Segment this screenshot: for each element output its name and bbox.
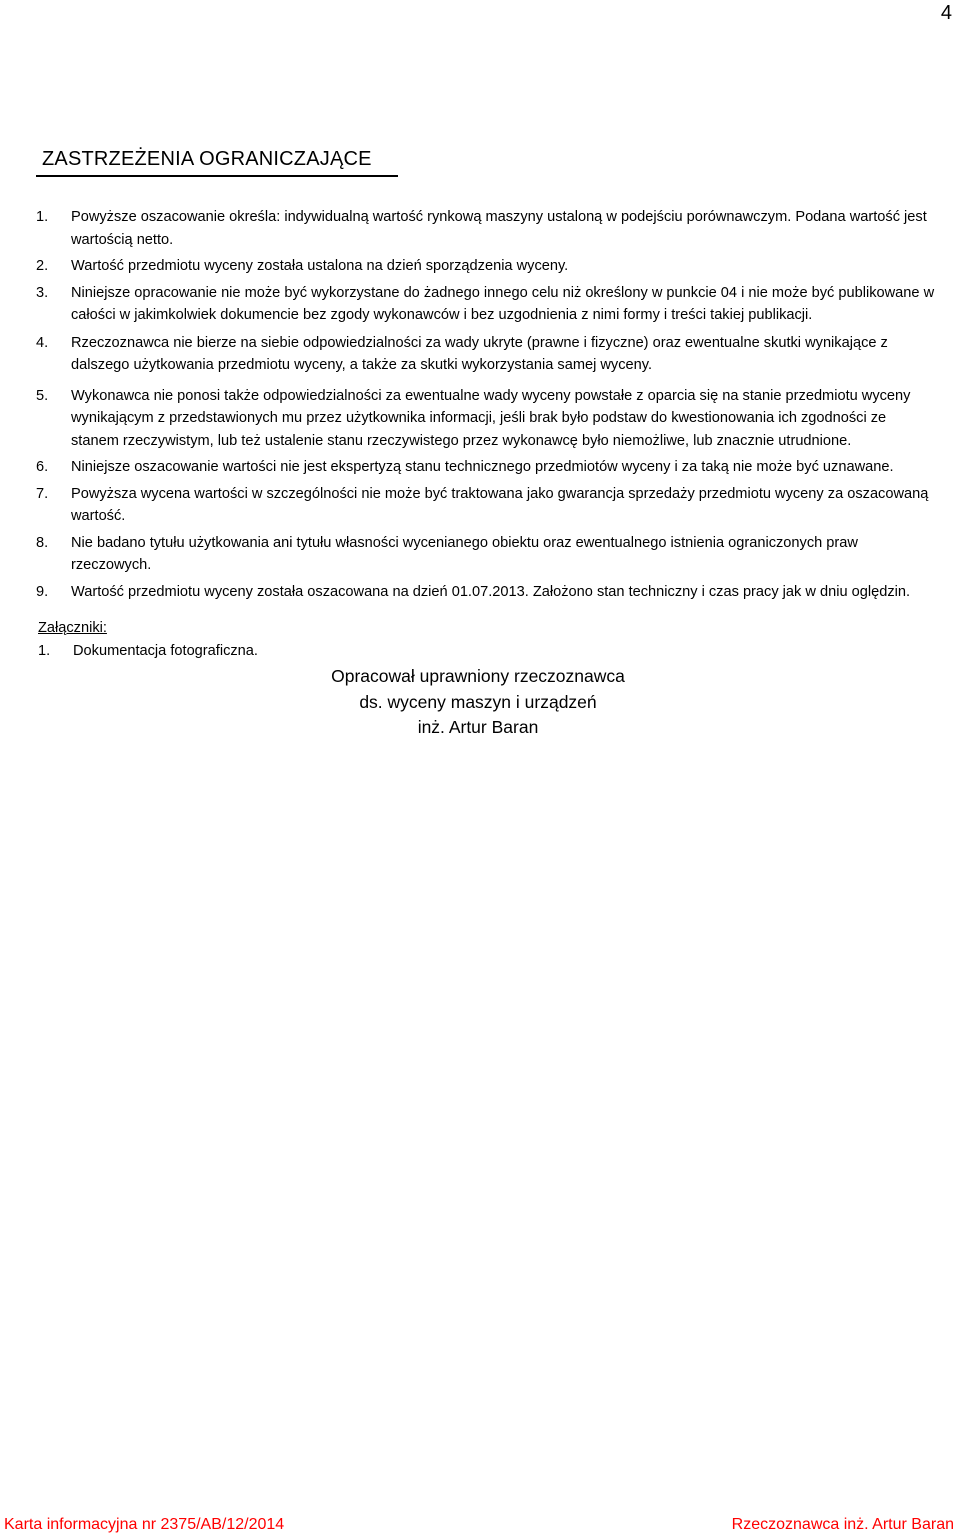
list-item xyxy=(36,255,936,278)
item-number: 5. xyxy=(36,387,49,404)
item-text: Wykonawca nie ponosi także odpowiedzialności za ewentualne wady wyceny powstałe z oparcia się na stanie przedmiotu wyceny wynikającym z przedstawionych mu przez użytkownika informacji, jeśli brak było podstaw do kwestionowania ich zgodności ze stanem rzeczywistym, lub też ustalenie stanu rzeczywistego przez wykonawcę było niemożliwe, lub znacznie utrudnione. xyxy=(71,387,911,449)
item-text: Nie badano tytułu użytkowania ani tytułu własności wycenianego obiektu oraz ewentualnego istnienia ograniczonych praw rzeczowych. xyxy=(71,534,858,573)
item-text: Powyższe oszacowanie określa: indywidualną wartość rynkową maszyny ustaloną w podejściu porównawczym. Podana wartość jest wartością netto. xyxy=(71,209,927,248)
item-text: Niniejsze oszacowanie wartości nie jest ekspertyzą stanu technicznego przedmiotów wyceny i za taką nie może być uznawane. xyxy=(71,459,894,475)
item-text: Niniejsze opracowanie nie może być wykorzystane do żadnego innego celu niż określony w punkcie 04 i nie może być publikowane w całości w jakimkolwiek dokumencie bez zgody wykonawców i bez uzgodnienia z nimi formy i treści takiej publikacji. xyxy=(71,284,935,323)
signature-name: inż. Artur Baran xyxy=(417,717,539,737)
item-number: 6. xyxy=(36,459,49,475)
item-text: Rzeczoznawca nie bierze na siebie odpowiedzialności za wady ukryte (prawne i fizyczne) oraz ewentualne skutki wynikające z dalszego użytkowania przedmiotu wyceny, a także za skutki wykorzystania samej wyceny. xyxy=(71,334,888,373)
item-number: 3. xyxy=(36,284,49,301)
item-number: 1. xyxy=(36,209,49,225)
signature-line: Opracował uprawniony rzeczoznawca xyxy=(331,666,625,686)
list-item xyxy=(36,206,936,251)
list-item xyxy=(36,532,936,577)
footer-document-id: Karta informacyjna nr 2375/AB/12/2014 xyxy=(4,1516,285,1533)
signature-block xyxy=(318,664,638,741)
list-item xyxy=(36,581,936,604)
attachments-title: Załączniki: xyxy=(38,620,107,636)
list-item xyxy=(36,282,936,327)
signature-line: ds. wyceny maszyn i urządzeń xyxy=(359,691,597,712)
page-number: 4 xyxy=(940,2,952,24)
section-heading: ZASTRZEŻENIA OGRANICZAJĄCE xyxy=(36,148,398,177)
item-text: Wartość przedmiotu wyceny została ustalona na dzień sporządzenia wyceny. xyxy=(71,258,569,274)
item-text: Wartość przedmiotu wyceny została oszacowana na dzień 01.07.2013. Założono stan techniczny i czas pracy jak w dniu oględzin. xyxy=(71,583,911,600)
list-item xyxy=(36,483,936,528)
footer-author: Rzeczoznawca inż. Artur Baran xyxy=(731,1516,954,1533)
attachment-item xyxy=(38,640,258,662)
item-text: Powyższa wycena wartości w szczególności nie może być traktowana jako gwarancja sprzedaży przedmiotu wyceny za oszacowaną wartość. xyxy=(71,485,929,524)
list-item xyxy=(36,332,936,377)
item-number: 7. xyxy=(36,485,49,502)
list-item xyxy=(36,385,936,453)
item-number: 8. xyxy=(36,534,49,551)
attachment-text: Dokumentacja fotograficzna. xyxy=(73,643,258,659)
item-number: 2. xyxy=(36,258,49,274)
attachment-number: 1. xyxy=(38,643,51,659)
restrictions-list xyxy=(36,206,936,603)
item-number: 9. xyxy=(36,583,49,600)
list-item xyxy=(36,456,936,479)
item-number: 4. xyxy=(36,334,49,351)
